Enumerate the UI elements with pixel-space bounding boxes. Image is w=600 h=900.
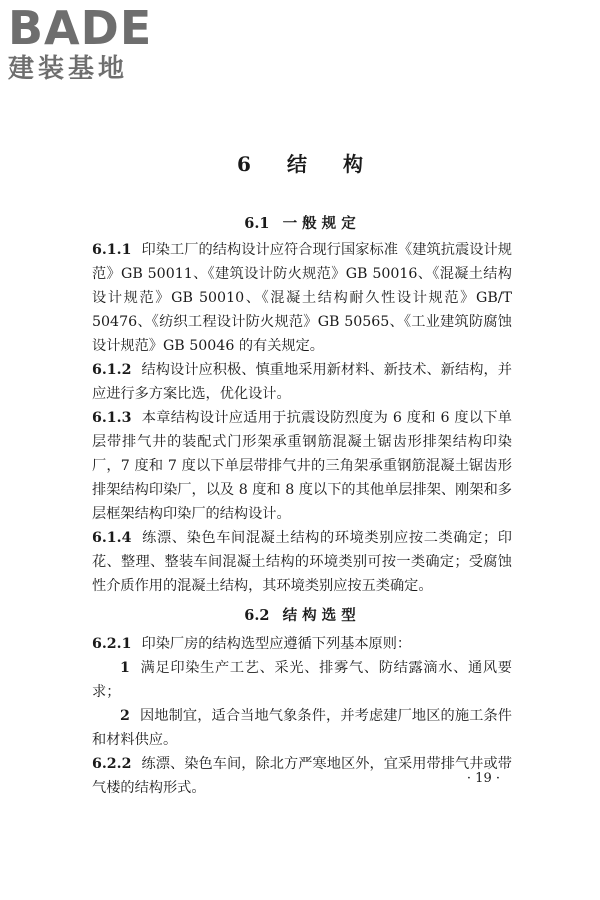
clause-6-2-1 [92,632,512,656]
clause-number: 6.1.1 [92,242,132,258]
section-number: 6.1 [244,215,270,232]
logo-subtitle: 建装基地 [8,54,129,84]
clause-6-2-2 [92,752,512,800]
clause-6-1-4 [92,526,512,598]
clause-number: 6.2.2 [92,756,132,772]
logo-wordmark: BADE [8,1,153,55]
section-heading: 结 构 选 型 [282,607,356,624]
clause-number: 6.2.1 [92,636,132,652]
clause-text: 印染厂房的结构选型应遵循下列基本原则： [141,636,412,652]
clause-6-2-1-item-1 [92,656,512,704]
chapter-title-char-2: 构 [342,152,363,176]
bade-logo [8,1,178,84]
section-heading: 一 般 规 定 [282,215,356,232]
chapter-number: 6 [237,152,251,176]
clause-text: 练漂、染色车间混凝土结构的环境类别应按二类确定；印花、整理、整装车间混凝土结构的环境类别可按一类确定；受腐蚀性介质作用的混凝土结构，其环境类别应按五类确定。 [92,530,512,594]
clause-text: 结构设计应积极、慎重地采用新材料、新技术、新结构，并应进行多方案比选，优化设计。 [92,362,512,402]
section-number: 6.2 [244,607,270,624]
section-title-6-2 [0,604,600,625]
item-text: 满足印染生产工艺、采光、排雾气、防结露滴水、通风要求； [92,660,512,700]
clause-number: 6.1.3 [92,410,132,426]
item-text: 因地制宜，适合当地气象条件，并考虑建厂地区的施工条件和材料供应。 [92,708,512,748]
clause-text: 练漂、染色车间，除北方严寒地区外，宜采用带排气井或带气楼的结构形式。 [92,756,512,796]
clause-text: 本章结构设计应适用于抗震设防烈度为 6 度和 6 度以下单层带排气井的装配式门形架承重钢筋混凝土锯齿形排架结构印染厂，7 度和 7 度以下单层带排气井的三角架承重钢筋混凝土锯齿形排架结构印染厂，以及 8 度和 8 度以下的其他单层排架、刚架和多层框架结构印染厂的结构设计。 [92,410,512,522]
clause-text: 印染工厂的结构设计应符合现行国家标准《建筑抗震设计规范》GB 50011、《建筑设计防火规范》GB 50016、《混凝土结构设计规范》GB 50010、《混凝土结构耐久性设计规范》GB/T 50476、《纺织工程设计防火规范》GB 50565、《工业建筑防腐蚀设计规范》GB 50046 的有关规定。 [92,242,512,354]
clause-number: 6.1.2 [92,362,132,378]
section-6-1-body [92,238,512,598]
section-title-6-1 [0,212,600,233]
clause-6-1-3 [92,406,512,526]
chapter-title-char-1: 结 [286,152,307,176]
item-number: 1 [120,660,130,676]
chapter-title [0,148,600,177]
page-number: · 19 · [466,771,500,786]
clause-6-1-1 [92,238,512,358]
item-number: 2 [120,708,130,724]
clause-6-1-2 [92,358,512,406]
section-6-2-body [92,632,512,800]
clause-6-2-1-item-2 [92,704,512,752]
clause-number: 6.1.4 [92,530,132,546]
